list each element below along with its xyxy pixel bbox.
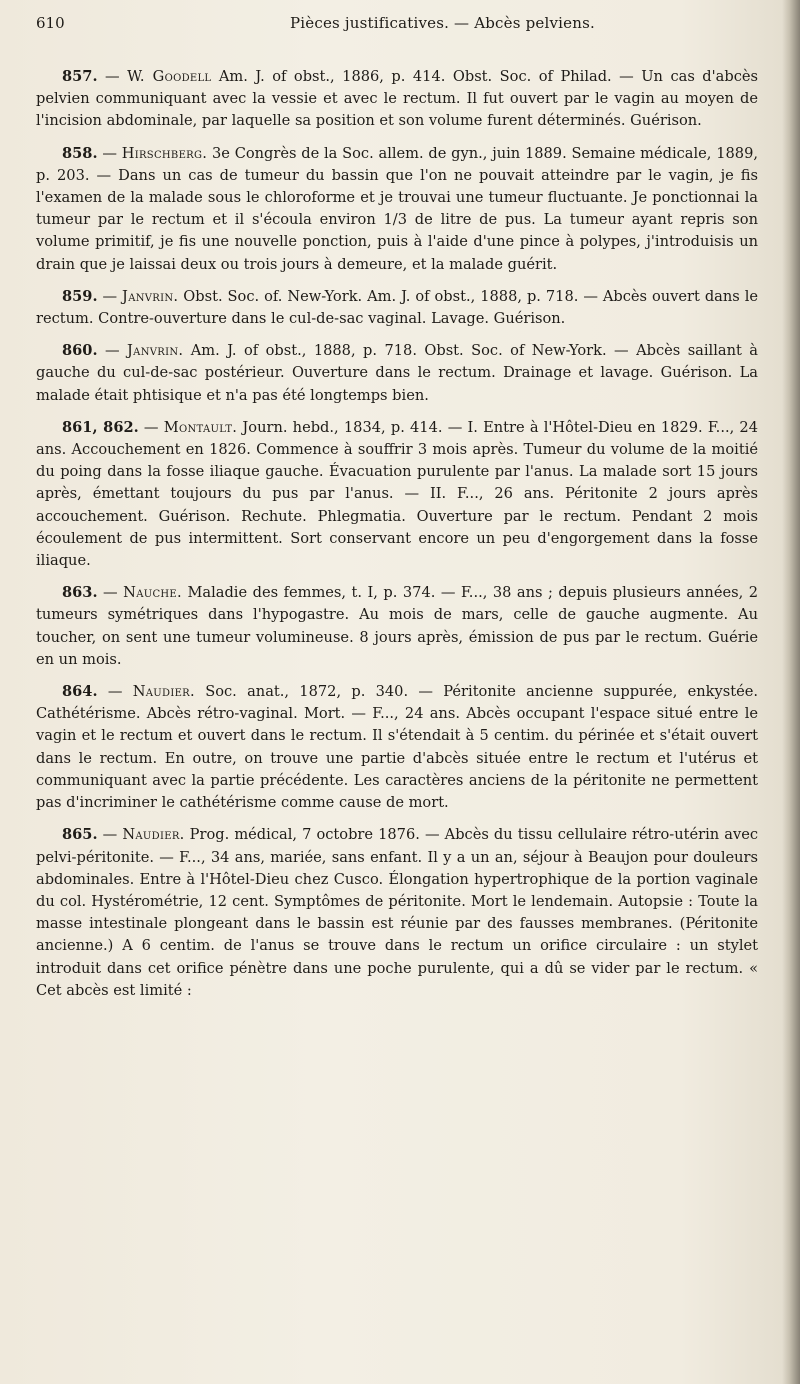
- entry-author: Hirschberg.: [121, 144, 208, 162]
- entry-number: 860.: [62, 342, 98, 360]
- entry-number: 858.: [62, 144, 98, 162]
- entry-author: Nauche.: [123, 584, 182, 602]
- entry-number: 865.: [62, 826, 98, 844]
- entry-858: 858. — Hirschberg. 3e Congrès de la Soc. allem. de gyn., juin 1889. Semaine médicale, 1889, p. 203. — Dans un cas de tumeur du bassin que l'on ne pouvait atteindre par le vagin, je fis l'examen de la malade sous le chloroforme et je trouvai une tumeur fluctuante. Je ponctionnai la tumeur par le rectum et il s'écoula environ 1/3 de litre de pus. La tumeur ayant repris son volume primitif, je fis une nouvelle ponction, puis à l'aide d'une pince à polypes, j'introduisis un drain que je laissai deux ou trois jours à demeure, et la malade guérit.: [36, 144, 758, 273]
- entry-number: 857.: [62, 68, 98, 85]
- entries-list: [36, 66, 758, 1012]
- entry-text: Prog. médical, 7 octobre 1876. — Abcès du tissu cellulaire rétro-utérin avec pelvi-péritonite. — F..., 34 ans, mariée, sans enfant. Il y a un an, séjour à Beaujon pour douleurs abdominales. Entre à l'Hôtel-Dieu chez Cusco. Élongation hypertrophique de la portion vaginale du col. Hystérométrie, 12 cent. Symptômes de péritonite. Mort le lendemain. Autopsie : Toute la masse intestinale plongeant dans le bassin est réunie par des fausses membranes. (Péritonite ancienne.) A 6 centim. de l'anus se trouve dans le rectum un orifice circulaire : un stylet introduit dans cet orifice pénètre dans une poche purulente, qui a dû se vider par le rectum. « Cet abcès est limité :: [36, 826, 759, 999]
- entry-857: 857. — W. Goodell Am. J. of obst., 1886, p. 414. Obst. Soc. of Philad. — Un cas d'abcès pelvien communiquant avec la vessie et avec le rectum. Il fut ouvert par le vagin au moyen de l'incision abdominale, par laquelle sa position et son volume furent déterminés. Guérison.: [36, 68, 759, 130]
- entry-text: Journ. hebd., 1834, p. 414. — I. Entre à l'Hôtel-Dieu en 1829. F..., 24 ans. Accouchement en 1826. Commence à souffrir 3 mois après. Tumeur du volume de la moitié du poing dans la fosse iliaque gauche. Évacuation purulente par l'anus. La malade sort 15 jours après, émettant toujours du pus par l'anus. — II. F..., 26 ans. Péritonite 2 jours après accouchement. Guérison. Rechute. Phlegmatia. Ouverture par le rectum. Pendant 2 mois écoulement de pus intermittent. Sort conservant encore un peu d'engorgement dans la fosse iliaque.: [36, 418, 759, 570]
- entry-author: Montault.: [163, 418, 238, 436]
- entry-text: Soc. anat., 1872, p. 340. — Péritonite ancienne suppurée, enkystée. Cathétérisme. Abcès rétro-vaginal. Mort. — F..., 24 ans. Abcès occupant l'espace situé entre le vagin et le rectum et ouvert dans le rectum. Il s'étendait à 5 centim. du périnée et s'était ouvert dans le rectum. En outre, on trouve une partie d'abcès située entre le rectum et l'utérus et communiquant avec la partie précédente. Les caractères anciens de la péritonite ne permettent pas d'incriminer le cathétérisme comme cause de mort.: [36, 683, 758, 812]
- entry-text: Am. J. of obst., 1888, p. 718. Obst. Soc. of New-York. — Abcès saillant à gauche du cul-de-sac postérieur. Ouverture dans le rectum. Drainage et lavage. Guérison. La malade était phtisique et n'a pas été longtemps bien.: [36, 342, 758, 404]
- page-edge-shadow: [782, 0, 800, 1384]
- entry-author: Janvrin.: [127, 342, 184, 360]
- entry-number: 859.: [62, 287, 98, 305]
- entry-text: Am. J. of obst., 1886, p. 414. Obst. Soc. of Philad. — Un cas d'abcès pelvien communiquant avec la vessie et avec le rectum. Il fut ouvert par le vagin au moyen de l'incision abdominale, par laquelle sa position et son volume furent déterminés. Guérison.: [36, 68, 759, 130]
- entry-865: 865. — Naudier. Prog. médical, 7 octobre 1876. — Abcès du tissu cellulaire rétro-utérin avec pelvi-péritonite. — F..., 34 ans, mariée, sans enfant. Il y a un an, séjour à Beaujon pour douleurs abdominales. Entre à l'Hôtel-Dieu chez Cusco. Élongation hypertrophique de la portion vaginale du col. Hystérométrie, 12 cent. Symptômes de péritonite. Mort le lendemain. Autopsie : Toute la masse intestinale plongeant dans le bassin est réunie par des fausses membranes. (Péritonite ancienne.) A 6 centim. de l'anus se trouve dans le rectum un orifice circulaire : un stylet introduit dans cet orifice pénètre dans une poche purulente, qui a dû se vider par le rectum. « Cet abcès est limité :: [36, 826, 759, 999]
- entry-author: Naudier.: [122, 826, 185, 844]
- entry-text: Obst. Soc. of. New-York. Am. J. of obst., 1888, p. 718. — Abcès ouvert dans le rectum. Contre-ouverture dans le cul-de-sac vaginal. Lavage. Guérison.: [36, 287, 759, 328]
- entry-864: 864. — Naudier. Soc. anat., 1872, p. 340. — Péritonite ancienne suppurée, enkystée. Cathétérisme. Abcès rétro-vaginal. Mort. — F..., 24 ans. Abcès occupant l'espace situé entre le vagin et le rectum et ouvert dans le rectum. Il s'étendait à 5 centim. du périnée et s'était ouvert dans le rectum. En outre, on trouve une partie d'abcès située entre le rectum et l'utérus et communiquant avec la partie précédente. Les caractères anciens de la péritonite ne permettent pas d'incriminer le cathétérisme comme cause de mort.: [36, 683, 758, 812]
- page-number: 610: [36, 14, 65, 32]
- entry-author: Janvrin.: [122, 287, 179, 305]
- entry-number: 864.: [62, 683, 98, 701]
- entry-860: 860. — Janvrin. Am. J. of obst., 1888, p. 718. Obst. Soc. of New-York. — Abcès saillant à gauche du cul-de-sac postérieur. Ouverture dans le rectum. Drainage et lavage. Guérison. La malade était phtisique et n'a pas été longtemps bien.: [36, 342, 758, 404]
- entry-author: Naudier.: [132, 683, 195, 701]
- page-header: [36, 14, 756, 38]
- entry-text: Maladie des femmes, t. I, p. 374. — F..., 38 ans ; depuis plusieurs années, 2 tumeurs symétriques dans l'hypogastre. Au mois de mars, celle de gauche augmente. Au toucher, on sent une tumeur volumineuse. 8 jours après, émission de pus par le rectum. Guérie en un mois.: [36, 584, 758, 668]
- entry-number: 863.: [62, 584, 98, 602]
- entry-863: 863. — Nauche. Maladie des femmes, t. I, p. 374. — F..., 38 ans ; depuis plusieurs années, 2 tumeurs symétriques dans l'hypogastre. Au mois de mars, celle de gauche augmente. Au toucher, on sent une tumeur volumineuse. 8 jours après, émission de pus par le rectum. Guérie en un mois.: [36, 584, 758, 668]
- running-title: Pièces justificatives. — Abcès pelviens.: [290, 14, 595, 32]
- entry-author: W. Goodell: [127, 68, 212, 85]
- entry-861-862: 861, 862. — Montault. Journ. hebd., 1834, p. 414. — I. Entre à l'Hôtel-Dieu en 1829. F..., 24 ans. Accouchement en 1826. Commence à souffrir 3 mois après. Tumeur du volume de la moitié du poing dans la fosse iliaque gauche. Évacuation purulente par l'anus. La malade sort 15 jours après, émettant toujours du pus par l'anus. — II. F..., 26 ans. Péritonite 2 jours après accouchement. Guérison. Rechute. Phlegmatia. Ouverture par le rectum. Pendant 2 mois écoulement de pus intermittent. Sort conservant encore un peu d'engorgement dans la fosse iliaque.: [36, 418, 759, 570]
- entry-859: 859. — Janvrin. Obst. Soc. of. New-York. Am. J. of obst., 1888, p. 718. — Abcès ouvert dans le rectum. Contre-ouverture dans le cul-de-sac vaginal. Lavage. Guérison.: [36, 287, 759, 328]
- entry-number: 861, 862.: [62, 418, 139, 436]
- entry-text: 3e Congrès de la Soc. allem. de gyn., juin 1889. Semaine médicale, 1889, p. 203. — Dans un cas de tumeur du bassin que l'on ne pouvait atteindre par le vagin, je fis l'examen de la malade sous le chloroforme et je trouvai une tumeur fluctuante. Je ponctionnai la tumeur par le rectum et il s'écoula environ 1/3 de litre de pus. La tumeur ayant repris son volume primitif, je fis une nouvelle ponction, puis à l'aide d'une pince à polypes, j'introduisis un drain que je laissai deux ou trois jours à demeure, et la malade guérit.: [36, 144, 758, 273]
